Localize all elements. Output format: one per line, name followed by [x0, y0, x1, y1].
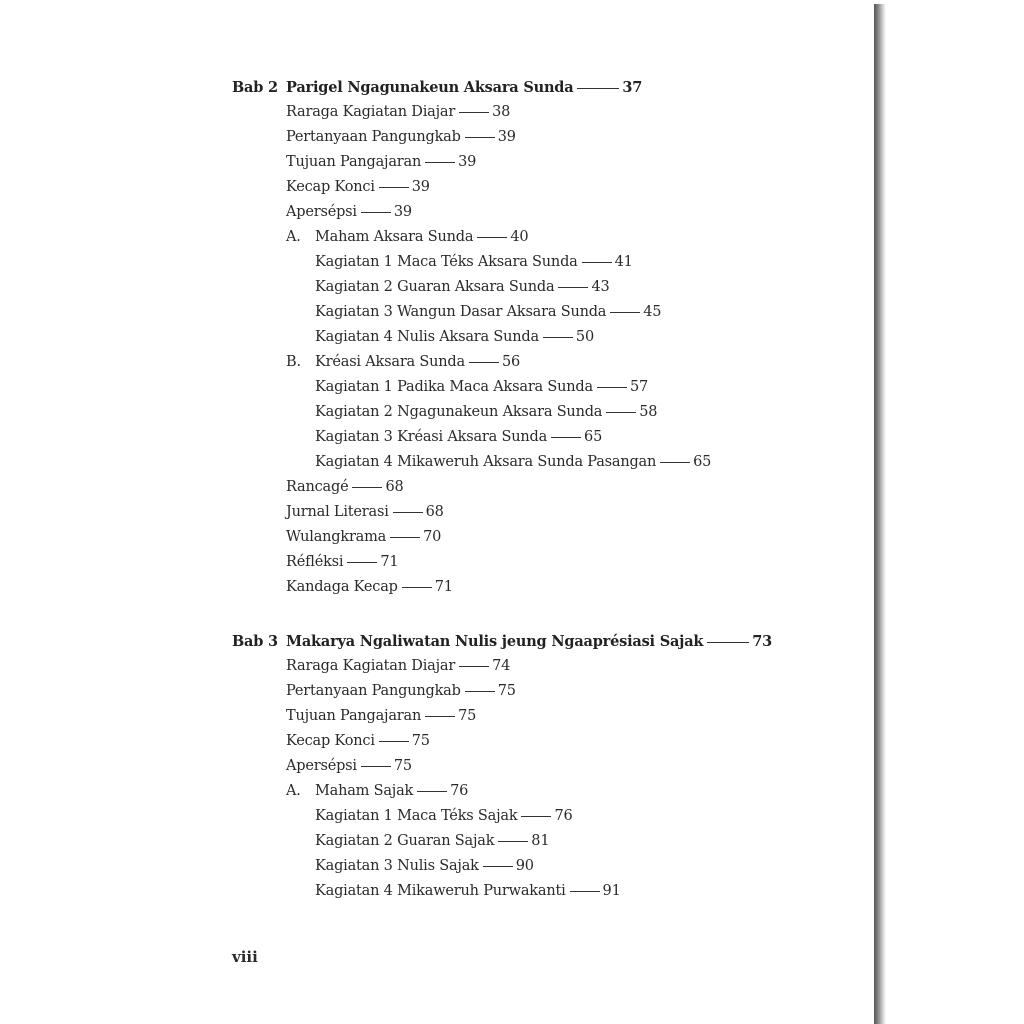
section-label: A.: [286, 783, 301, 799]
entry-text: [286, 575, 453, 600]
entry-title: Kandaga Kecap: [286, 579, 398, 595]
leader-dash: [347, 562, 377, 563]
toc-entry[interactable]: [232, 654, 852, 679]
entry-title: Réfléksi: [286, 554, 344, 570]
chapter-page: 73: [752, 633, 773, 650]
page-number: viii: [232, 948, 258, 966]
entry-title: Kagiatan 3 Wangun Dasar Aksara Sunda: [315, 304, 607, 320]
entry-title: Kecap Konci: [286, 733, 375, 749]
leader-dash: [379, 741, 409, 742]
entry-page: 65: [693, 454, 712, 470]
entry-text: [315, 375, 648, 400]
toc-entry[interactable]: [232, 350, 852, 375]
entry-title: Tujuan Pangajaran: [286, 708, 422, 724]
toc-entry[interactable]: [232, 175, 852, 200]
entry-page: 68: [425, 504, 444, 520]
entry-title: Raraga Kagiatan Diajar: [286, 658, 456, 674]
entry-page: 90: [515, 858, 534, 874]
toc-entry[interactable]: [232, 575, 852, 600]
entry-title: Kagiatan 4 Nulis Aksara Sunda: [315, 329, 539, 345]
section-label: A.: [286, 229, 301, 245]
leader-dash: [465, 691, 495, 692]
toc-entry[interactable]: [232, 854, 852, 879]
toc-chapter: [232, 629, 852, 904]
entry-page: 39: [393, 204, 412, 220]
leader-dash: [393, 512, 423, 513]
entry-text: [286, 729, 430, 754]
chapter-heading: [232, 629, 852, 654]
entry-title: Kagiatan 2 Guaran Sajak: [315, 833, 495, 849]
entry-text: [315, 804, 573, 829]
entry-page: 76: [554, 808, 573, 824]
toc-entry[interactable]: [232, 200, 852, 225]
toc-entry[interactable]: [232, 150, 852, 175]
toc-entry[interactable]: [232, 754, 852, 779]
entry-title: Kagiatan 3 Nulis Sajak: [315, 858, 479, 874]
chapter-page: 37: [622, 79, 643, 96]
entry-title: Wulangkrama: [286, 529, 387, 545]
toc-chapter: [232, 75, 852, 600]
leader-dash: [558, 287, 588, 288]
entry-text: [286, 100, 510, 125]
leader-dash: [570, 891, 600, 892]
toc-entry[interactable]: [232, 525, 852, 550]
entry-page: 76: [450, 783, 469, 799]
entry-page: 75: [411, 733, 430, 749]
entry-title: Pertanyaan Pangungkab: [286, 129, 461, 145]
entry-text: [286, 475, 404, 500]
chapter-title-entry: [286, 629, 772, 654]
entry-page: 39: [458, 154, 477, 170]
chapter-title: Parigel Ngagunakeun Aksara Sunda: [286, 79, 574, 96]
entry-title: Apersépsi: [286, 204, 357, 220]
leader-dash: [417, 791, 447, 792]
entry-page: 75: [393, 758, 412, 774]
entry-page: 91: [602, 883, 621, 899]
entry-page: 75: [458, 708, 477, 724]
leader-dash: [551, 437, 581, 438]
entry-page: 50: [575, 329, 594, 345]
entry-title: Apersépsi: [286, 758, 357, 774]
leader-dash: [361, 766, 391, 767]
entry-title: Kagiatan 3 Kréasi Aksara Sunda: [315, 429, 548, 445]
entry-page: 75: [497, 683, 516, 699]
entry-page: 43: [591, 279, 610, 295]
toc-entry[interactable]: [232, 804, 852, 829]
chapter-title: Makarya Ngaliwatan Nulis jeung Ngaaprésiasi Sajak: [286, 633, 704, 650]
toc-entry[interactable]: [232, 375, 852, 400]
toc-entry[interactable]: [232, 250, 852, 275]
toc-entry[interactable]: [232, 550, 852, 575]
leader-dash: [425, 716, 455, 717]
leader-dash: [483, 866, 513, 867]
entry-title: Kagiatan 2 Guaran Aksara Sunda: [315, 279, 555, 295]
entry-page: 58: [639, 404, 658, 420]
entry-title: Jurnal Literasi: [286, 504, 389, 520]
entry-text: [315, 879, 621, 904]
leader-dash: [707, 642, 749, 643]
toc-entry[interactable]: [232, 300, 852, 325]
toc-entry[interactable]: [232, 325, 852, 350]
toc-entry[interactable]: [232, 679, 852, 704]
section-label: B.: [286, 354, 301, 370]
entry-text: [315, 779, 468, 804]
entry-title: Kagiatan 2 Ngagunakeun Aksara Sunda: [315, 404, 603, 420]
leader-dash: [606, 412, 636, 413]
leader-dash: [469, 362, 499, 363]
leader-dash: [498, 841, 528, 842]
entry-title: Tujuan Pangajaran: [286, 154, 422, 170]
entry-text: [315, 300, 661, 325]
entry-text: [286, 704, 476, 729]
entry-page: 68: [385, 479, 404, 495]
entry-text: [286, 125, 516, 150]
table-of-contents: [232, 75, 852, 933]
entry-title: Kecap Konci: [286, 179, 375, 195]
entry-text: [315, 829, 549, 854]
leader-dash: [352, 487, 382, 488]
leader-dash: [402, 587, 432, 588]
entry-page: 41: [614, 254, 633, 270]
entry-text: [286, 150, 476, 175]
entry-text: [315, 250, 633, 275]
entry-text: [315, 450, 711, 475]
entry-text: [286, 500, 444, 525]
entry-title: Kagiatan 4 Mikaweruh Purwakanti: [315, 883, 566, 899]
entry-page: 38: [492, 104, 511, 120]
entry-title: Kagiatan 4 Mikaweruh Aksara Sunda Pasangan: [315, 454, 657, 470]
leader-dash: [425, 162, 455, 163]
entry-text: [315, 425, 602, 450]
leader-dash: [379, 187, 409, 188]
toc-entry[interactable]: [232, 475, 852, 500]
toc-entry[interactable]: [232, 779, 852, 804]
page-shadow: [874, 4, 886, 1024]
entry-page: 70: [423, 529, 442, 545]
chapter-title-entry: [286, 75, 642, 100]
toc-entry[interactable]: [232, 400, 852, 425]
leader-dash: [597, 387, 627, 388]
entry-title: Kagiatan 1 Maca Téks Sajak: [315, 808, 518, 824]
entry-page: 71: [380, 554, 399, 570]
entry-text: [315, 275, 610, 300]
entry-text: [286, 654, 510, 679]
toc-entry[interactable]: [232, 225, 852, 250]
entry-text: [315, 854, 534, 879]
entry-text: [286, 175, 430, 200]
toc-entry[interactable]: [232, 829, 852, 854]
leader-dash: [459, 666, 489, 667]
leader-dash: [577, 88, 619, 89]
toc-entry[interactable]: [232, 450, 852, 475]
toc-entry[interactable]: [232, 704, 852, 729]
entry-page: 81: [531, 833, 550, 849]
entry-title: Pertanyaan Pangungkab: [286, 683, 461, 699]
toc-entry[interactable]: [232, 100, 852, 125]
entry-text: [286, 550, 398, 575]
toc-entry[interactable]: [232, 125, 852, 150]
leader-dash: [459, 112, 489, 113]
entry-text: [315, 400, 657, 425]
entry-page: 39: [411, 179, 430, 195]
toc-entry[interactable]: [232, 879, 852, 904]
toc-entry[interactable]: [232, 500, 852, 525]
entry-text: [286, 525, 441, 550]
leader-dash: [543, 337, 573, 338]
entry-page: 74: [492, 658, 511, 674]
entry-title: Rancagé: [286, 479, 349, 495]
chapter-label: Bab 3: [232, 633, 278, 650]
leader-dash: [477, 237, 507, 238]
leader-dash: [521, 816, 551, 817]
toc-entry[interactable]: [232, 425, 852, 450]
entry-text: [315, 350, 520, 375]
entry-page: 39: [497, 129, 516, 145]
entry-text: [315, 225, 528, 250]
entry-text: [286, 754, 412, 779]
leader-dash: [660, 462, 690, 463]
leader-dash: [361, 212, 391, 213]
entry-text: [286, 679, 516, 704]
leader-dash: [582, 262, 612, 263]
entry-page: 71: [434, 579, 453, 595]
chapter-label: Bab 2: [232, 79, 278, 96]
entry-title: Kréasi Aksara Sunda: [315, 354, 465, 370]
toc-entry[interactable]: [232, 729, 852, 754]
entry-title: Kagiatan 1 Padika Maca Aksara Sunda: [315, 379, 593, 395]
entry-page: 56: [501, 354, 521, 370]
entry-title: Maham Aksara Sunda: [315, 229, 474, 245]
entry-page: 40: [510, 229, 529, 245]
entry-text: [286, 200, 412, 225]
chapter-heading: [232, 75, 852, 100]
entry-page: 65: [584, 429, 603, 445]
leader-dash: [610, 312, 640, 313]
entry-title: Raraga Kagiatan Diajar: [286, 104, 456, 120]
entry-text: [315, 325, 594, 350]
entry-title: Maham Sajak: [315, 783, 414, 799]
leader-dash: [465, 137, 495, 138]
toc-entry[interactable]: [232, 275, 852, 300]
entry-page: 45: [643, 304, 662, 320]
leader-dash: [390, 537, 420, 538]
entry-page: 57: [629, 379, 649, 395]
entry-title: Kagiatan 1 Maca Téks Aksara Sunda: [315, 254, 578, 270]
